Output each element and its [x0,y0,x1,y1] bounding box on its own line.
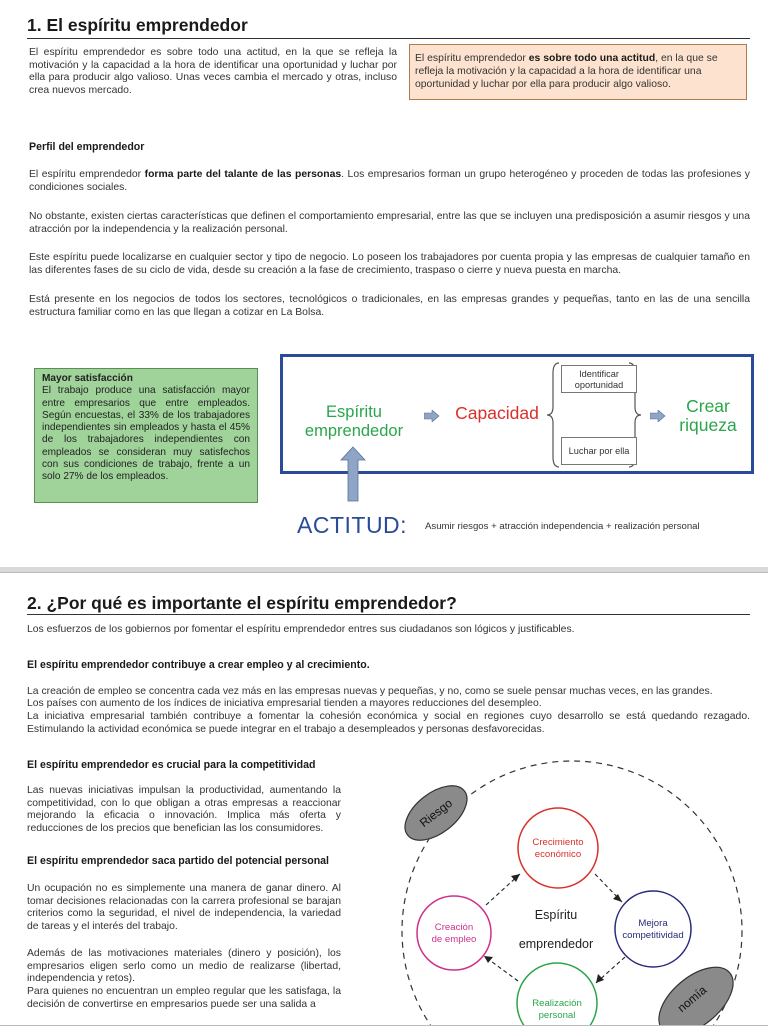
section-1-heading: 1. El espíritu emprendedor [27,15,248,35]
diagram-crear-line-2: riqueza [679,415,737,435]
identificar-box: Identificar oportunidad [561,365,637,393]
diagram-espiritu-line-2: emprendedor [304,422,404,440]
section-1-intro: El espíritu emprendedor es sobre todo una actitud, en la que se refleja la motivación y la capacidad a la hora de identificar una oportunidad y luchar por ella para producir algo valioso. Unas veces cambia el mercado y otras, incluso crea nuevos mercado. [29,47,397,96]
competitividad-text: Las nuevas iniciativas impulsan la productividad, aumentando la competitividad, con lo que obligan a otras empresas a reaccionar mejorando la eficacia o innovación. Implica más oferta y reducciones de los precios que benefician las los consumidores. [27,785,341,834]
perfil-paragraph-4: Está presente en los negocios de todos los sectores, tecnológicos o tradicionales, en las empresas grandes y pequeñas, tanto en las de una sencilla estructura familiar como en las que llegan a cotizar en La Bolsa. [29,294,750,318]
section-2-heading: 2. ¿Por qué es importante el espíritu emprendedor? [27,593,457,613]
p1-bold: forma parte del talante de las personas [144,169,342,180]
satisfaction-title: Mayor satisfacción [42,373,133,384]
actitud-label: ACTITUD: [297,512,408,538]
arrow-right-icon [650,410,666,422]
subheading-empleo: El espíritu emprendedor contribuye a crear empleo y al crecimiento. [27,659,370,671]
realizacion-label-2: personal [538,1010,576,1021]
economia-label: nomía [674,982,710,1016]
mejora-label-1: Mejora [638,918,668,929]
actitud-description: Asumir riesgos + atracción independencia + realización personal [425,521,700,532]
creacion-label-1: Creación [434,922,474,933]
potencial-text-2: Además de las motivaciones materiales (dinero y posición), los empresarios eligen serlo como un medio de realizarse (libertad, independencia y retos). [27,948,341,985]
satisfaction-body: El trabajo produce una satisfacción mayor entre empresarios que entre empleados. Según encuestas, el 33% de los trabajadores independientes sin empleados y hasta el 45% de los trabajadores independientes con empleados se consideran muy satisfechos con sus condiciones de trabajo, frente a un solo 27% de los empleados. [42,385,250,483]
center-label-1: Espíritu [534,908,578,922]
creacion-circle [417,896,491,970]
empleo-line-3: La iniciativa empresarial también contribuye a fomentar la cohesión económica y social en regiones cuyo desarrollo se está quedando rezagado. Estimulando la actividad económica se puede integrar en el trabajo a desempleados y personas desfavorecidas. [27,711,750,735]
perfil-paragraph-3: Este espíritu puede localizarse en cualquier sector y tipo de negocio. Lo poseen los trabajadores por cuenta propia y las empresas de cualquier tamaño en las diferentes fases de su ciclo de vida, desde su creación a la fase de crecimiento, traspaso o cierre y nueva puesta en marcha. [29,252,750,276]
potencial-text-1: Un ocupación no es simplemente una manera de ganar dinero. Al tomar decisiones relacionadas con la carrera profesional se barajan criterios como la seguridad, el nivel de independencia, la variedad de tareas y el interés del trabajo. [27,883,341,932]
potencial-text-3: Para quienes no encuentran un empleo regular que les satisfaga, la decisión de convertirse en empresarios puede ser una salida a [27,986,341,1010]
center-label-2: emprendedor [518,937,594,951]
perfil-paragraph-2: No obstante, existen ciertas características que definen el comportamiento empresarial, entre las que se incluyen una predisposición a asumir riesgos y una atracción por la independencia y la realización personal. [29,211,750,235]
callout-pre: El espíritu emprendedor [415,53,529,64]
satisfaction-box [34,368,258,503]
heading-rule [27,614,750,615]
heading-rule [27,38,750,39]
crecimiento-label-1: Crecimiento [532,837,584,848]
diagram-crear-line-1: Crear [686,396,730,416]
diagram-espiritu [291,403,417,441]
perfil-title: Perfil del emprendedor [29,141,145,153]
realizacion-label-1: Realización [532,998,582,1009]
creacion-label-2: de empleo [431,934,477,945]
cycle-diagram [384,749,768,1025]
callout-post: , en la que se refleja la motivación y la capacidad a la hora de identificar una oportunidad y luchar por ella para producir algo valioso. [415,53,718,90]
empleo-line-2: Los países con aumento de los índices de iniciativa empresarial tienden a mayores reducciones del desempleo. [27,698,542,709]
diagram-capacidad: Capacidad [455,403,539,423]
diagram-crear-riqueza [668,397,748,435]
subheading-potencial: El espíritu emprendedor saca partido del potencial personal [27,855,329,867]
luchar-box: Luchar por ella [561,437,637,465]
callout-bold: es sobre todo una actitud [528,53,656,64]
crecimiento-circle [518,808,598,888]
empleo-line-1: La creación de empleo se concentra cada vez más en las empresas nuevas y pequeñas, y no, como se suele pensar muchas veces, en las grandes. [27,686,713,697]
crecimiento-label-2: económico [534,849,582,860]
mejora-circle [615,891,691,967]
riesgo-label: Riesgo [416,795,456,831]
arrow-up-icon [340,446,366,502]
mejora-label-2: competitividad [622,930,684,941]
page-2 [0,572,768,1026]
arrow-right-icon [424,410,440,422]
p1-pre: El espíritu emprendedor [29,169,145,180]
p1-post: . Los empresarios forman un grupo heterogéneo y proceden de todas las profesiones y condiciones sociales. [29,169,750,193]
perfil-paragraph-1 [29,169,750,194]
subheading-competitividad: El espíritu emprendedor es crucial para la competitividad [27,759,316,771]
definition-callout [409,44,747,100]
diagram-espiritu-line-1: Espíritu [326,403,382,421]
section-2-intro: Los esfuerzos de los gobiernos por fomentar el espíritu emprendedor entres sus ciudadanos son lógicos y justificables. [27,624,575,635]
